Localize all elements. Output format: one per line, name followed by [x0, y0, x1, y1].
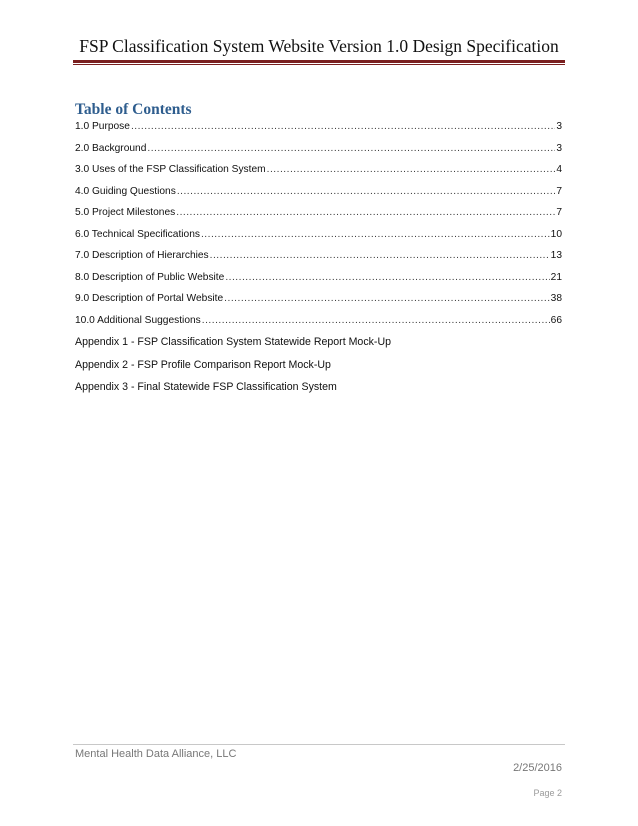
toc-entry-label: 10.0 Additional Suggestions: [75, 314, 201, 326]
toc-entry-label: 4.0 Guiding Questions: [75, 185, 176, 197]
toc-entry[interactable]: [75, 164, 562, 186]
toc-leader-dots: [202, 315, 550, 326]
toc-entry-label: 7.0 Description of Hierarchies: [75, 250, 209, 261]
header-rule-thick: [73, 60, 565, 63]
toc-leader-dots: [147, 143, 555, 154]
toc-entry-page: 7: [556, 185, 562, 197]
toc-entry-label: 2.0 Background: [75, 142, 147, 154]
toc-entry-label: 5.0 Project Milestones: [75, 207, 176, 218]
header-rule-thin: [73, 64, 565, 65]
footer-company-name: Mental Health Data Alliance, LLC: [75, 748, 237, 760]
toc-entry-page: 4: [556, 164, 562, 175]
toc-entry-page: 13: [550, 250, 562, 261]
appendix-entry: Appendix 1 - FSP Classification System Statewide Report Mock-Up: [75, 336, 391, 348]
toc-entry[interactable]: [75, 121, 562, 143]
appendix-entry: Appendix 3 - Final Statewide FSP Classification System: [75, 381, 337, 393]
toc-entry[interactable]: [75, 143, 562, 165]
toc-entry-page: 7: [556, 207, 562, 218]
toc-heading: Table of Contents: [75, 101, 192, 118]
toc-entry-page: 3: [556, 142, 562, 154]
toc-entry[interactable]: [75, 186, 562, 208]
toc-entry[interactable]: [75, 207, 562, 229]
toc-entry-label: 8.0 Description of Public Website: [75, 271, 225, 283]
toc-leader-dots: [176, 207, 555, 218]
toc-entry[interactable]: [75, 315, 562, 337]
toc-entry-label: 9.0 Description of Portal Website: [75, 293, 224, 304]
toc-entry-page: 66: [550, 314, 562, 326]
document-header-title: FSP Classification System Website Version 1.0 Design Specification: [79, 36, 559, 56]
toc-entry[interactable]: [75, 293, 562, 315]
toc-entry-label: 3.0 Uses of the FSP Classification System: [75, 164, 266, 175]
toc-leader-dots: [267, 164, 556, 175]
toc-entry-page: 3: [556, 121, 562, 132]
toc-entry-label: 6.0 Technical Specifications: [75, 228, 200, 240]
toc-leader-dots: [201, 229, 550, 240]
toc-entry[interactable]: [75, 250, 562, 272]
toc-entry-page: 10: [550, 228, 562, 240]
toc-list: [75, 121, 562, 336]
toc-entry-label: 1.0 Purpose: [75, 121, 130, 132]
toc-leader-dots: [225, 272, 549, 283]
appendix-entry: Appendix 2 - FSP Profile Comparison Report Mock-Up: [75, 358, 331, 371]
toc-entry-page: 21: [550, 271, 562, 283]
toc-leader-dots: [224, 293, 549, 304]
toc-leader-dots: [177, 186, 556, 197]
footer-date: 2/25/2016: [513, 762, 562, 774]
toc-entry[interactable]: [75, 272, 562, 294]
toc-entry-page: 38: [550, 293, 562, 304]
footer-page-number: Page 2: [533, 788, 562, 798]
footer-rule: [73, 744, 565, 745]
toc-entry[interactable]: [75, 229, 562, 251]
toc-leader-dots: [210, 250, 550, 261]
toc-leader-dots: [131, 121, 555, 132]
appendix-list: [75, 336, 391, 404]
